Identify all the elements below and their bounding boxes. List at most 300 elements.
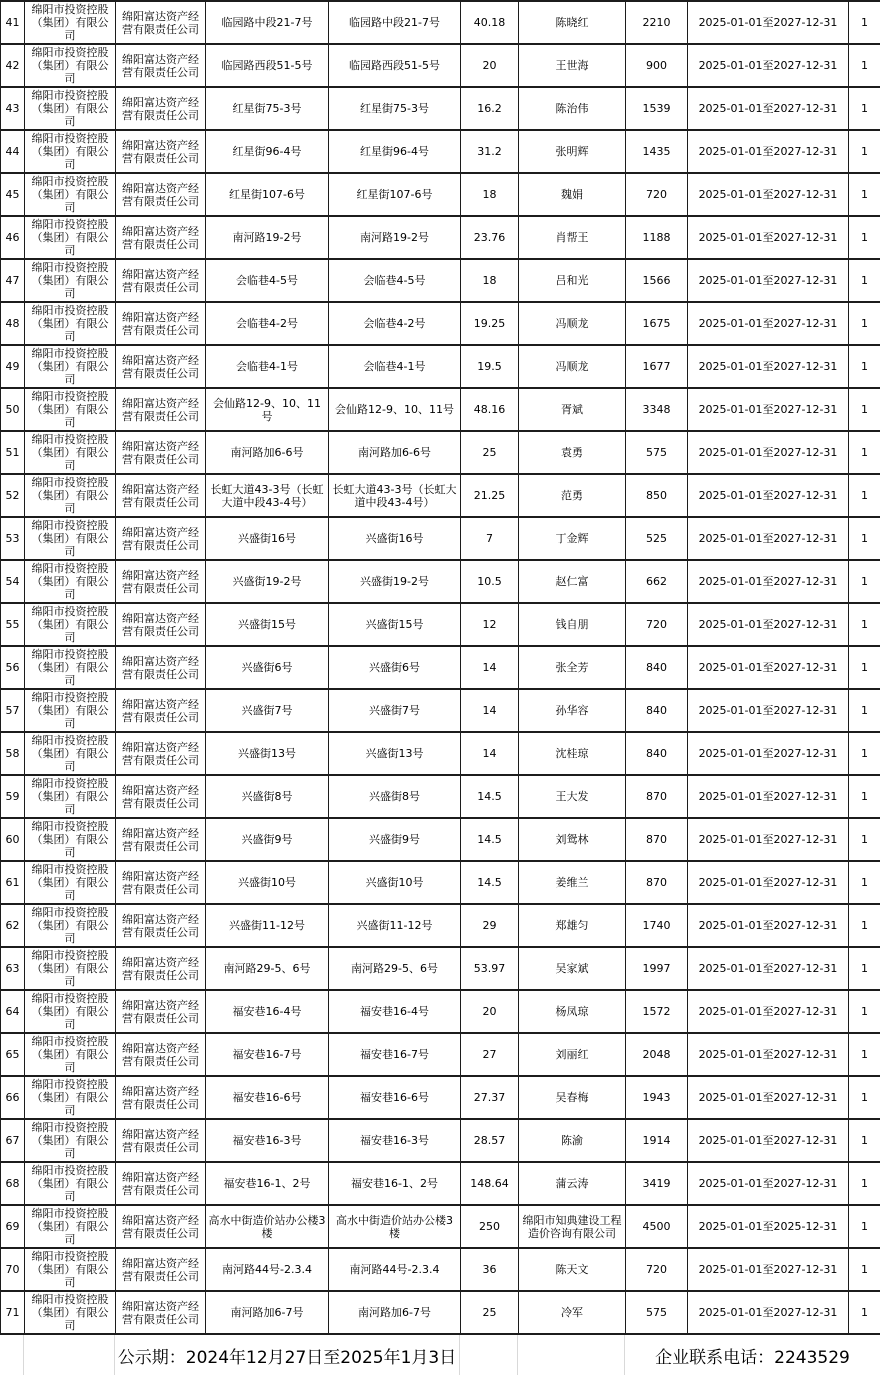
row-number-cell: 70 <box>1 1248 25 1291</box>
area-cell: 12 <box>461 603 519 646</box>
lease-address-cell: 兴盛街16号 <box>329 517 461 560</box>
lease-address-cell: 临园路中段21-7号 <box>329 1 461 44</box>
owner-company-cell: 绵阳市投资控股（集团）有限公司 <box>25 560 116 603</box>
area-cell: 21.25 <box>461 474 519 517</box>
owner-company-cell: 绵阳市投资控股（集团）有限公司 <box>25 732 116 775</box>
operator-company-cell: 绵阳富达资产经营有限责任公司 <box>116 130 206 173</box>
table-row <box>1 302 880 345</box>
row-number-cell: 55 <box>1 603 25 646</box>
count-cell: 1 <box>849 1162 880 1205</box>
owner-company-cell: 绵阳市投资控股（集团）有限公司 <box>25 1076 116 1119</box>
count-cell: 1 <box>849 388 880 431</box>
count-cell: 1 <box>849 818 880 861</box>
operator-company-cell: 绵阳富达资产经营有限责任公司 <box>116 947 206 990</box>
rent-cell: 870 <box>626 775 688 818</box>
lease-address-cell: 兴盛街15号 <box>329 603 461 646</box>
table-row <box>1 1248 880 1291</box>
table-row <box>1 732 880 775</box>
lease-period-cell: 2025-01-01至2027-12-31 <box>688 646 849 689</box>
property-address-cell: 南河路加6-6号 <box>206 431 329 474</box>
row-number-cell: 49 <box>1 345 25 388</box>
owner-company-cell: 绵阳市投资控股（集团）有限公司 <box>25 474 116 517</box>
table-row <box>1 775 880 818</box>
area-cell: 53.97 <box>461 947 519 990</box>
count-cell: 1 <box>849 861 880 904</box>
owner-company-cell: 绵阳市投资控股（集团）有限公司 <box>25 345 116 388</box>
table-row <box>1 689 880 732</box>
area-cell: 25 <box>461 1291 519 1334</box>
rent-cell: 3348 <box>626 388 688 431</box>
lease-period-cell: 2025-01-01至2027-12-31 <box>688 388 849 431</box>
table-row <box>1 1205 880 1248</box>
row-number-cell: 65 <box>1 1033 25 1076</box>
lease-address-cell: 福安巷16-4号 <box>329 990 461 1033</box>
lease-period-cell: 2025-01-01至2027-12-31 <box>688 1119 849 1162</box>
owner-company-cell: 绵阳市投资控股（集团）有限公司 <box>25 646 116 689</box>
lease-address-cell: 福安巷16-3号 <box>329 1119 461 1162</box>
row-number-cell: 71 <box>1 1291 25 1334</box>
tenant-name-cell: 陈天文 <box>519 1248 626 1291</box>
lease-period-cell: 2025-01-01至2027-12-31 <box>688 560 849 603</box>
row-number-cell: 67 <box>1 1119 25 1162</box>
operator-company-cell: 绵阳富达资产经营有限责任公司 <box>116 861 206 904</box>
property-address-cell: 临园路中段21-7号 <box>206 1 329 44</box>
rent-cell: 720 <box>626 603 688 646</box>
property-address-cell: 福安巷16-6号 <box>206 1076 329 1119</box>
property-address-cell: 兴盛街16号 <box>206 517 329 560</box>
row-number-cell: 68 <box>1 1162 25 1205</box>
owner-company-cell: 绵阳市投资控股（集团）有限公司 <box>25 173 116 216</box>
notice-period-text: 公示期：2024年12月27日至2025年1月3日 <box>118 1343 456 1368</box>
table-row <box>1 1 880 44</box>
lease-period-cell: 2025-01-01至2027-12-31 <box>688 345 849 388</box>
owner-company-cell: 绵阳市投资控股（集团）有限公司 <box>25 1119 116 1162</box>
row-number-cell: 50 <box>1 388 25 431</box>
area-cell: 19.5 <box>461 345 519 388</box>
row-number-cell: 69 <box>1 1205 25 1248</box>
property-address-cell: 兴盛街19-2号 <box>206 560 329 603</box>
rent-cell: 1943 <box>626 1076 688 1119</box>
lease-period-cell: 2025-01-01至2027-12-31 <box>688 87 849 130</box>
operator-company-cell: 绵阳富达资产经营有限责任公司 <box>116 1033 206 1076</box>
rent-cell: 720 <box>626 173 688 216</box>
owner-company-cell: 绵阳市投资控股（集团）有限公司 <box>25 1162 116 1205</box>
table-row <box>1 1076 880 1119</box>
rent-cell: 870 <box>626 818 688 861</box>
property-address-cell: 兴盛街10号 <box>206 861 329 904</box>
count-cell: 1 <box>849 560 880 603</box>
tenant-name-cell: 姜维兰 <box>519 861 626 904</box>
count-cell: 1 <box>849 517 880 560</box>
property-address-cell: 福安巷16-3号 <box>206 1119 329 1162</box>
property-address-cell: 兴盛街7号 <box>206 689 329 732</box>
owner-company-cell: 绵阳市投资控股（集团）有限公司 <box>25 775 116 818</box>
lease-period-cell: 2025-01-01至2027-12-31 <box>688 732 849 775</box>
row-number-cell: 42 <box>1 44 25 87</box>
count-cell: 1 <box>849 732 880 775</box>
count-cell: 1 <box>849 1076 880 1119</box>
operator-company-cell: 绵阳富达资产经营有限责任公司 <box>116 302 206 345</box>
table-row <box>1 947 880 990</box>
rent-cell: 840 <box>626 646 688 689</box>
lease-address-cell: 兴盛街8号 <box>329 775 461 818</box>
property-address-cell: 会临巷4-2号 <box>206 302 329 345</box>
lease-address-cell: 南河路29-5、6号 <box>329 947 461 990</box>
lease-period-cell: 2025-01-01至2027-12-31 <box>688 431 849 474</box>
tenant-name-cell: 吕和光 <box>519 259 626 302</box>
lease-address-cell: 福安巷16-6号 <box>329 1076 461 1119</box>
owner-company-cell: 绵阳市投资控股（集团）有限公司 <box>25 947 116 990</box>
rent-cell: 4500 <box>626 1205 688 1248</box>
row-number-cell: 48 <box>1 302 25 345</box>
rent-cell: 575 <box>626 1291 688 1334</box>
count-cell: 1 <box>849 302 880 345</box>
operator-company-cell: 绵阳富达资产经营有限责任公司 <box>116 1076 206 1119</box>
table-row <box>1 861 880 904</box>
row-number-cell: 58 <box>1 732 25 775</box>
count-cell: 1 <box>849 44 880 87</box>
lease-address-cell: 南河路加6-7号 <box>329 1291 461 1334</box>
property-address-cell: 兴盛街13号 <box>206 732 329 775</box>
operator-company-cell: 绵阳富达资产经营有限责任公司 <box>116 603 206 646</box>
tenant-name-cell: 刘鸳林 <box>519 818 626 861</box>
operator-company-cell: 绵阳富达资产经营有限责任公司 <box>116 1119 206 1162</box>
tenant-name-cell: 张明辉 <box>519 130 626 173</box>
row-number-cell: 51 <box>1 431 25 474</box>
notice-period-cell <box>115 1335 460 1375</box>
operator-company-cell: 绵阳富达资产经营有限责任公司 <box>116 1 206 44</box>
count-cell: 1 <box>849 216 880 259</box>
owner-company-cell: 绵阳市投资控股（集团）有限公司 <box>25 818 116 861</box>
count-cell: 1 <box>849 1033 880 1076</box>
lease-address-cell: 会临巷4-2号 <box>329 302 461 345</box>
tenant-name-cell: 王大发 <box>519 775 626 818</box>
lease-address-cell: 兴盛街13号 <box>329 732 461 775</box>
count-cell: 1 <box>849 1 880 44</box>
footer-empty-cell-4 <box>518 1335 625 1375</box>
count-cell: 1 <box>849 259 880 302</box>
area-cell: 29 <box>461 904 519 947</box>
owner-company-cell: 绵阳市投资控股（集团）有限公司 <box>25 87 116 130</box>
table-row <box>1 904 880 947</box>
lease-address-cell: 兴盛街11-12号 <box>329 904 461 947</box>
count-cell: 1 <box>849 1291 880 1334</box>
table-row <box>1 345 880 388</box>
rent-cell: 1914 <box>626 1119 688 1162</box>
rent-cell: 1435 <box>626 130 688 173</box>
property-address-cell: 兴盛街9号 <box>206 818 329 861</box>
owner-company-cell: 绵阳市投资控股（集团）有限公司 <box>25 216 116 259</box>
lease-address-cell: 临园路西段51-5号 <box>329 44 461 87</box>
operator-company-cell: 绵阳富达资产经营有限责任公司 <box>116 904 206 947</box>
rent-cell: 1566 <box>626 259 688 302</box>
area-cell: 18 <box>461 173 519 216</box>
row-number-cell: 60 <box>1 818 25 861</box>
lease-address-cell: 会临巷4-5号 <box>329 259 461 302</box>
property-address-cell: 南河路19-2号 <box>206 216 329 259</box>
property-address-cell: 福安巷16-1、2号 <box>206 1162 329 1205</box>
lease-period-cell: 2025-01-01至2027-12-31 <box>688 1162 849 1205</box>
lease-period-cell: 2025-01-01至2027-12-31 <box>688 44 849 87</box>
tenant-name-cell: 王世海 <box>519 44 626 87</box>
table-row <box>1 173 880 216</box>
operator-company-cell: 绵阳富达资产经营有限责任公司 <box>116 818 206 861</box>
area-cell: 31.2 <box>461 130 519 173</box>
operator-company-cell: 绵阳富达资产经营有限责任公司 <box>116 431 206 474</box>
count-cell: 1 <box>849 775 880 818</box>
tenant-name-cell: 冯顺龙 <box>519 302 626 345</box>
lease-period-cell: 2025-01-01至2027-12-31 <box>688 474 849 517</box>
owner-company-cell: 绵阳市投资控股（集团）有限公司 <box>25 1 116 44</box>
operator-company-cell: 绵阳富达资产经营有限责任公司 <box>116 1248 206 1291</box>
owner-company-cell: 绵阳市投资控股（集团）有限公司 <box>25 517 116 560</box>
row-number-cell: 54 <box>1 560 25 603</box>
rent-cell: 2048 <box>626 1033 688 1076</box>
lease-period-cell: 2025-01-01至2027-12-31 <box>688 216 849 259</box>
owner-company-cell: 绵阳市投资控股（集团）有限公司 <box>25 259 116 302</box>
property-address-cell: 长虹大道43-3号（长虹大道中段43-4号） <box>206 474 329 517</box>
lease-address-cell: 兴盛街19-2号 <box>329 560 461 603</box>
property-address-cell: 临园路西段51-5号 <box>206 44 329 87</box>
operator-company-cell: 绵阳富达资产经营有限责任公司 <box>116 1205 206 1248</box>
count-cell: 1 <box>849 990 880 1033</box>
contact-phone-text: 企业联系电话：2243529 <box>655 1343 850 1368</box>
area-cell: 14 <box>461 646 519 689</box>
footer-empty-cell-2 <box>24 1335 115 1375</box>
tenant-name-cell: 沈桂琼 <box>519 732 626 775</box>
lease-address-cell: 南河路加6-6号 <box>329 431 461 474</box>
lease-period-cell: 2025-01-01至2027-12-31 <box>688 603 849 646</box>
row-number-cell: 41 <box>1 1 25 44</box>
table-row <box>1 1162 880 1205</box>
area-cell: 20 <box>461 990 519 1033</box>
property-address-cell: 南河路加6-7号 <box>206 1291 329 1334</box>
rent-cell: 840 <box>626 689 688 732</box>
area-cell: 250 <box>461 1205 519 1248</box>
operator-company-cell: 绵阳富达资产经营有限责任公司 <box>116 87 206 130</box>
row-number-cell: 47 <box>1 259 25 302</box>
lease-period-cell: 2025-01-01至2027-12-31 <box>688 517 849 560</box>
table-row <box>1 517 880 560</box>
area-cell: 14.5 <box>461 775 519 818</box>
owner-company-cell: 绵阳市投资控股（集团）有限公司 <box>25 603 116 646</box>
owner-company-cell: 绵阳市投资控股（集团）有限公司 <box>25 44 116 87</box>
table-row <box>1 130 880 173</box>
lease-period-cell: 2025-01-01至2027-12-31 <box>688 775 849 818</box>
area-cell: 14 <box>461 689 519 732</box>
table-row <box>1 1291 880 1334</box>
count-cell: 1 <box>849 474 880 517</box>
row-number-cell: 62 <box>1 904 25 947</box>
rent-cell: 1997 <box>626 947 688 990</box>
operator-company-cell: 绵阳富达资产经营有限责任公司 <box>116 345 206 388</box>
lease-address-cell: 会仙路12-9、10、11号 <box>329 388 461 431</box>
row-number-cell: 64 <box>1 990 25 1033</box>
count-cell: 1 <box>849 689 880 732</box>
owner-company-cell: 绵阳市投资控股（集团）有限公司 <box>25 689 116 732</box>
rent-cell: 662 <box>626 560 688 603</box>
property-address-cell: 红星街107-6号 <box>206 173 329 216</box>
table-row <box>1 431 880 474</box>
count-cell: 1 <box>849 1248 880 1291</box>
tenant-name-cell: 冯顺龙 <box>519 345 626 388</box>
operator-company-cell: 绵阳富达资产经营有限责任公司 <box>116 1291 206 1334</box>
operator-company-cell: 绵阳富达资产经营有限责任公司 <box>116 388 206 431</box>
count-cell: 1 <box>849 345 880 388</box>
operator-company-cell: 绵阳富达资产经营有限责任公司 <box>116 732 206 775</box>
lease-period-cell: 2025-01-01至2027-12-31 <box>688 1248 849 1291</box>
rent-cell: 1539 <box>626 87 688 130</box>
area-cell: 14.5 <box>461 861 519 904</box>
rent-cell: 525 <box>626 517 688 560</box>
row-number-cell: 46 <box>1 216 25 259</box>
lease-address-cell: 高水中街造价站办公楼3楼 <box>329 1205 461 1248</box>
property-address-cell: 会临巷4-1号 <box>206 345 329 388</box>
area-cell: 48.16 <box>461 388 519 431</box>
owner-company-cell: 绵阳市投资控股（集团）有限公司 <box>25 904 116 947</box>
area-cell: 148.64 <box>461 1162 519 1205</box>
tenant-name-cell: 刘丽红 <box>519 1033 626 1076</box>
owner-company-cell: 绵阳市投资控股（集团）有限公司 <box>25 1205 116 1248</box>
area-cell: 7 <box>461 517 519 560</box>
table-row <box>1 87 880 130</box>
property-address-cell: 兴盛街15号 <box>206 603 329 646</box>
table-row <box>1 474 880 517</box>
lease-period-cell: 2025-01-01至2027-12-31 <box>688 689 849 732</box>
tenant-name-cell: 杨凤琼 <box>519 990 626 1033</box>
lease-address-cell: 兴盛街9号 <box>329 818 461 861</box>
tenant-name-cell: 蒲云涛 <box>519 1162 626 1205</box>
area-cell: 19.25 <box>461 302 519 345</box>
rent-cell: 1740 <box>626 904 688 947</box>
contact-phone-cell <box>625 1335 880 1375</box>
table-row <box>1 818 880 861</box>
row-number-cell: 56 <box>1 646 25 689</box>
tenant-name-cell: 陈治伟 <box>519 87 626 130</box>
tenant-name-cell: 钱自朋 <box>519 603 626 646</box>
lease-address-cell: 兴盛街10号 <box>329 861 461 904</box>
owner-company-cell: 绵阳市投资控股（集团）有限公司 <box>25 388 116 431</box>
count-cell: 1 <box>849 1205 880 1248</box>
rent-cell: 840 <box>626 732 688 775</box>
lease-period-cell: 2025-01-01至2027-12-31 <box>688 259 849 302</box>
rent-cell: 1675 <box>626 302 688 345</box>
lease-address-cell: 红星街96-4号 <box>329 130 461 173</box>
row-number-cell: 63 <box>1 947 25 990</box>
lease-address-cell: 兴盛街7号 <box>329 689 461 732</box>
row-number-cell: 52 <box>1 474 25 517</box>
property-address-cell: 兴盛街8号 <box>206 775 329 818</box>
operator-company-cell: 绵阳富达资产经营有限责任公司 <box>116 259 206 302</box>
table-row <box>1 44 880 87</box>
table-row <box>1 990 880 1033</box>
count-cell: 1 <box>849 904 880 947</box>
area-cell: 14.5 <box>461 818 519 861</box>
lease-period-cell: 2025-01-01至2027-12-31 <box>688 947 849 990</box>
table-row <box>1 259 880 302</box>
lease-period-cell: 2025-01-01至2027-12-31 <box>688 1033 849 1076</box>
tenant-name-cell: 吴春梅 <box>519 1076 626 1119</box>
lease-period-cell: 2025-01-01至2027-12-31 <box>688 990 849 1033</box>
property-address-cell: 红星街75-3号 <box>206 87 329 130</box>
lease-period-cell: 2025-01-01至2025-12-31 <box>688 1205 849 1248</box>
row-number-cell: 45 <box>1 173 25 216</box>
property-address-cell: 会仙路12-9、10、11号 <box>206 388 329 431</box>
row-number-cell: 53 <box>1 517 25 560</box>
tenant-name-cell: 赵仁富 <box>519 560 626 603</box>
lease-address-cell: 南河路44号-2.3.4 <box>329 1248 461 1291</box>
area-cell: 36 <box>461 1248 519 1291</box>
tenant-name-cell: 陈渝 <box>519 1119 626 1162</box>
property-address-cell: 会临巷4-5号 <box>206 259 329 302</box>
owner-company-cell: 绵阳市投资控股（集团）有限公司 <box>25 130 116 173</box>
count-cell: 1 <box>849 173 880 216</box>
tenant-name-cell: 张全芳 <box>519 646 626 689</box>
tenant-name-cell: 陈晓红 <box>519 1 626 44</box>
tenant-name-cell: 绵阳市知典建设工程造价咨询有限公司 <box>519 1205 626 1248</box>
rent-cell: 850 <box>626 474 688 517</box>
area-cell: 27.37 <box>461 1076 519 1119</box>
area-cell: 18 <box>461 259 519 302</box>
notice-footer <box>0 1335 880 1375</box>
row-number-cell: 57 <box>1 689 25 732</box>
area-cell: 25 <box>461 431 519 474</box>
count-cell: 1 <box>849 646 880 689</box>
rent-cell: 3419 <box>626 1162 688 1205</box>
count-cell: 1 <box>849 947 880 990</box>
property-address-cell: 红星街96-4号 <box>206 130 329 173</box>
rent-cell: 1572 <box>626 990 688 1033</box>
property-address-cell: 高水中街造价站办公楼3楼 <box>206 1205 329 1248</box>
table-row <box>1 1119 880 1162</box>
rent-cell: 720 <box>626 1248 688 1291</box>
lease-period-cell: 2025-01-01至2027-12-31 <box>688 1 849 44</box>
property-address-cell: 福安巷16-7号 <box>206 1033 329 1076</box>
area-cell: 28.57 <box>461 1119 519 1162</box>
lease-address-cell: 兴盛街6号 <box>329 646 461 689</box>
lease-address-cell: 福安巷16-7号 <box>329 1033 461 1076</box>
rent-cell: 870 <box>626 861 688 904</box>
area-cell: 14 <box>461 732 519 775</box>
tenant-name-cell: 袁勇 <box>519 431 626 474</box>
area-cell: 10.5 <box>461 560 519 603</box>
row-number-cell: 44 <box>1 130 25 173</box>
row-number-cell: 66 <box>1 1076 25 1119</box>
tenant-name-cell: 丁金辉 <box>519 517 626 560</box>
tenant-name-cell: 冷军 <box>519 1291 626 1334</box>
operator-company-cell: 绵阳富达资产经营有限责任公司 <box>116 517 206 560</box>
rent-cell: 900 <box>626 44 688 87</box>
owner-company-cell: 绵阳市投资控股（集团）有限公司 <box>25 861 116 904</box>
property-address-cell: 兴盛街6号 <box>206 646 329 689</box>
count-cell: 1 <box>849 431 880 474</box>
lease-table-body <box>1 1 880 1334</box>
table-row <box>1 646 880 689</box>
operator-company-cell: 绵阳富达资产经营有限责任公司 <box>116 689 206 732</box>
operator-company-cell: 绵阳富达资产经营有限责任公司 <box>116 216 206 259</box>
lease-period-cell: 2025-01-01至2027-12-31 <box>688 173 849 216</box>
lease-period-cell: 2025-01-01至2027-12-31 <box>688 1076 849 1119</box>
owner-company-cell: 绵阳市投资控股（集团）有限公司 <box>25 431 116 474</box>
row-number-cell: 59 <box>1 775 25 818</box>
operator-company-cell: 绵阳富达资产经营有限责任公司 <box>116 560 206 603</box>
owner-company-cell: 绵阳市投资控股（集团）有限公司 <box>25 990 116 1033</box>
operator-company-cell: 绵阳富达资产经营有限责任公司 <box>116 474 206 517</box>
area-cell: 23.76 <box>461 216 519 259</box>
property-address-cell: 福安巷16-4号 <box>206 990 329 1033</box>
lease-period-cell: 2025-01-01至2027-12-31 <box>688 130 849 173</box>
lease-period-cell: 2025-01-01至2027-12-31 <box>688 1291 849 1334</box>
